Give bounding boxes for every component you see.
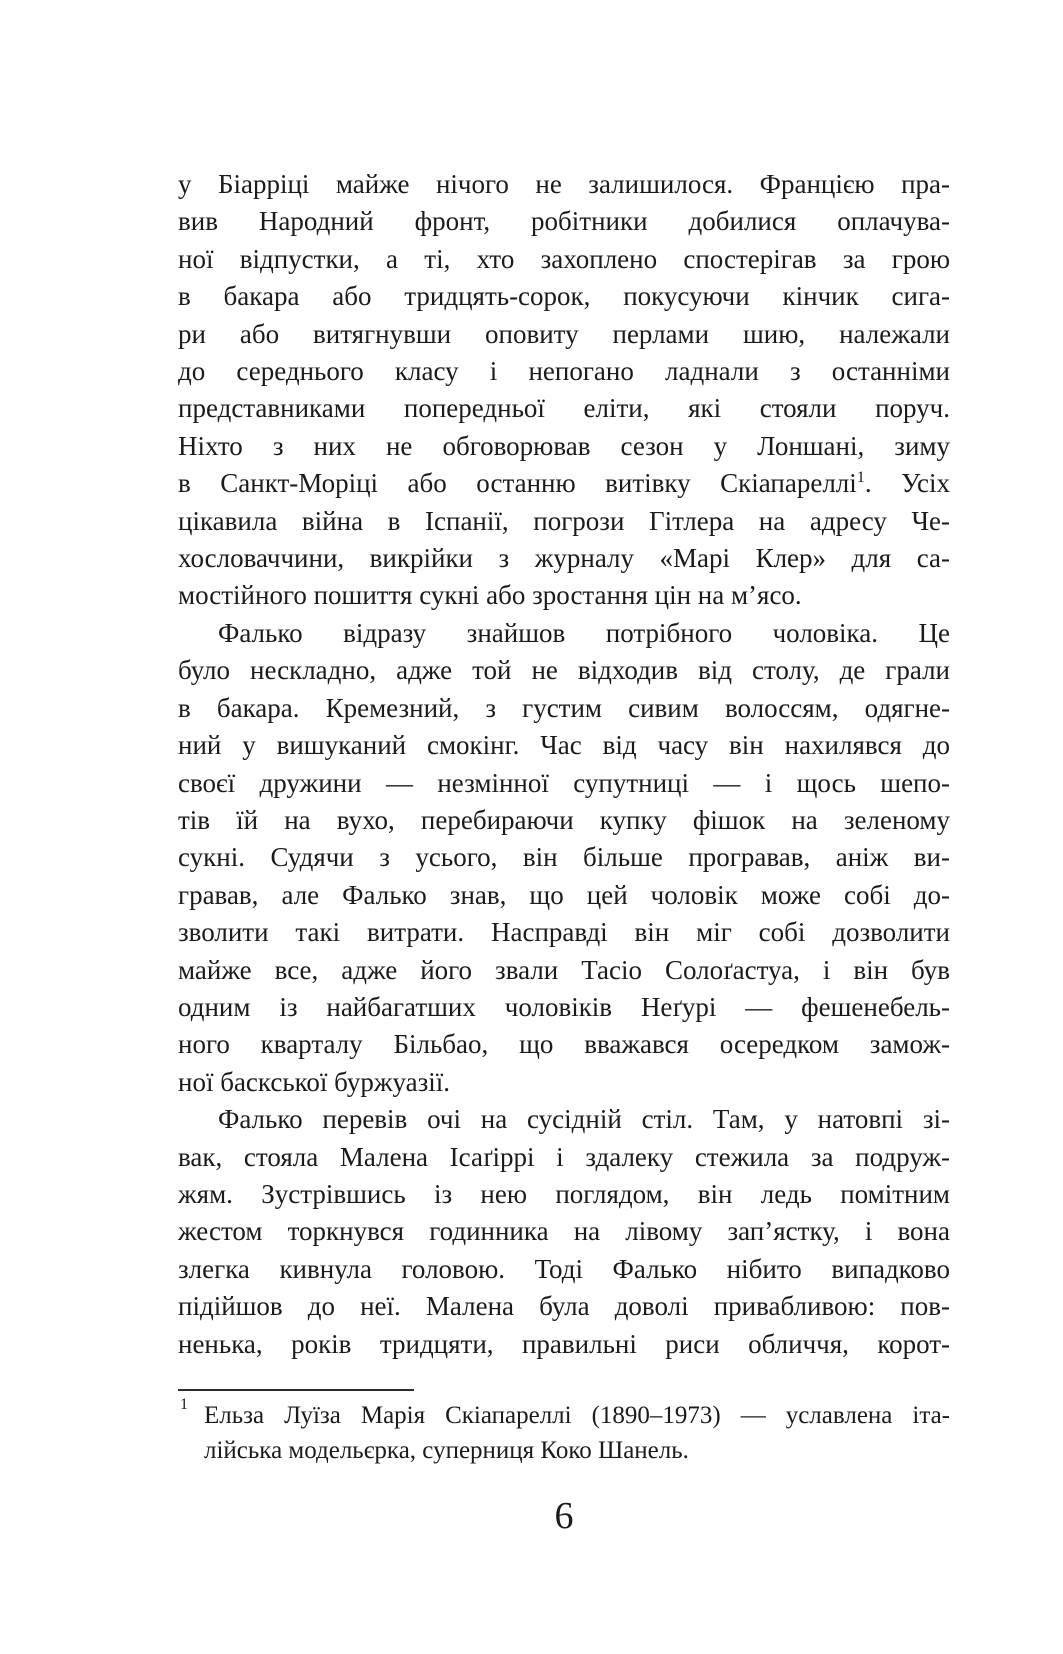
footnote-reference: 1 <box>856 468 865 487</box>
text-segment: в Санкт-Моріці або останню витівку Скіапареллі <box>178 468 857 499</box>
text-line: ної баскської буржуазії. <box>178 1066 451 1097</box>
text-line: сукні. Судячи з усього, він більше програвав, аніж ви- <box>178 842 950 873</box>
footnote-marker: 1 <box>180 1396 188 1413</box>
text-line: в бакара. Кремезний, з густим сивим волоссям, одягне- <box>178 692 950 723</box>
text-line <box>178 465 950 502</box>
text-line: тів їй на вухо, перебираючи купку фішок на зеленому <box>178 804 950 835</box>
text-line: хословаччини, викрійки з журналу «Марі Клер» для са- <box>178 543 950 574</box>
text-line: Ніхто з них не обговорював сезон у Лоншані, зиму <box>178 430 950 461</box>
text-line: підійшов до неї. Малена була доволі привабливою: пов- <box>178 1291 950 1322</box>
footnote <box>178 1398 950 1468</box>
text-line: жям. Зустрівшись із нею поглядом, він ледь помітним <box>178 1178 950 1209</box>
text-line: ний у вишуканий смокінг. Час від часу він нахилявся до <box>178 730 950 761</box>
text-line: представниками попередньої еліти, які стояли поруч. <box>178 393 950 424</box>
text-segment: . Усіх <box>864 468 950 499</box>
footnote-line: лійська модельєрка, суперниця Коко Шанель. <box>204 1437 689 1464</box>
text-line: зволити такі витрати. Насправді він міг собі дозволити <box>178 917 950 948</box>
text-line: майже все, адже його звали Тасіо Солоґастуа, і він був <box>178 954 950 985</box>
text-line: у Біарріці майже нічого не залишилося. Францією пра- <box>178 169 950 199</box>
text-line: вак, стояла Малена Ісаґіррі і здалеку стежила за подруж- <box>178 1141 950 1172</box>
footnote-line: Ельза Луїза Марія Скіапареллі (1890–1973) — уславлена іта- <box>204 1402 950 1429</box>
text-line: ри або витягнувши оповиту перлами шию, належали <box>178 318 950 349</box>
text-line: Фалько перевів очі на сусідній стіл. Там, у натовпі зі- <box>218 1104 950 1135</box>
text-line: до середнього класу і непогано ладнали з останніми <box>178 356 950 387</box>
text-line: Фалько відразу знайшов потрібного чоловіка. Це <box>218 617 950 648</box>
text-line: одним із найбагатших чоловіків Неґурі — фешенебель- <box>178 991 950 1022</box>
text-line: ненька, років тридцяти, правильні риси обличчя, корот- <box>178 1328 950 1359</box>
text-line: жестом торкнувся годинника на лівому зап’ястку, і вона <box>178 1216 950 1247</box>
text-line: ного кварталу Більбао, що вважався осередком замож- <box>178 1029 950 1060</box>
text-line: гравав, але Фалько знав, що цей чоловік може собі до- <box>178 879 950 910</box>
footnote-divider <box>178 1389 414 1391</box>
text-line: злегка кивнула головою. Тоді Фалько нібито випадково <box>178 1253 950 1284</box>
text-line: мостійного пошиття сукні або зростання цін на м’ясо. <box>178 580 802 611</box>
text-line: ної відпустки, а ті, хто захоплено спостерігав за грою <box>178 243 950 274</box>
text-block <box>178 166 950 1540</box>
text-line: своєї дружини — незмінної супутниці — і щось шепо- <box>178 767 950 798</box>
text-line: вив Народний фронт, робітники добилися оплачува- <box>178 206 950 237</box>
text-line: було нескладно, адже той не відходив від столу, де грали <box>178 655 950 686</box>
page-number: 6 <box>554 1495 574 1537</box>
text-line: в бакара або тридцять-сорок, покусуючи кінчик сига- <box>178 281 950 312</box>
text-line: цікавила війна в Іспанії, погрози Гітлера на адресу Че- <box>178 505 950 536</box>
